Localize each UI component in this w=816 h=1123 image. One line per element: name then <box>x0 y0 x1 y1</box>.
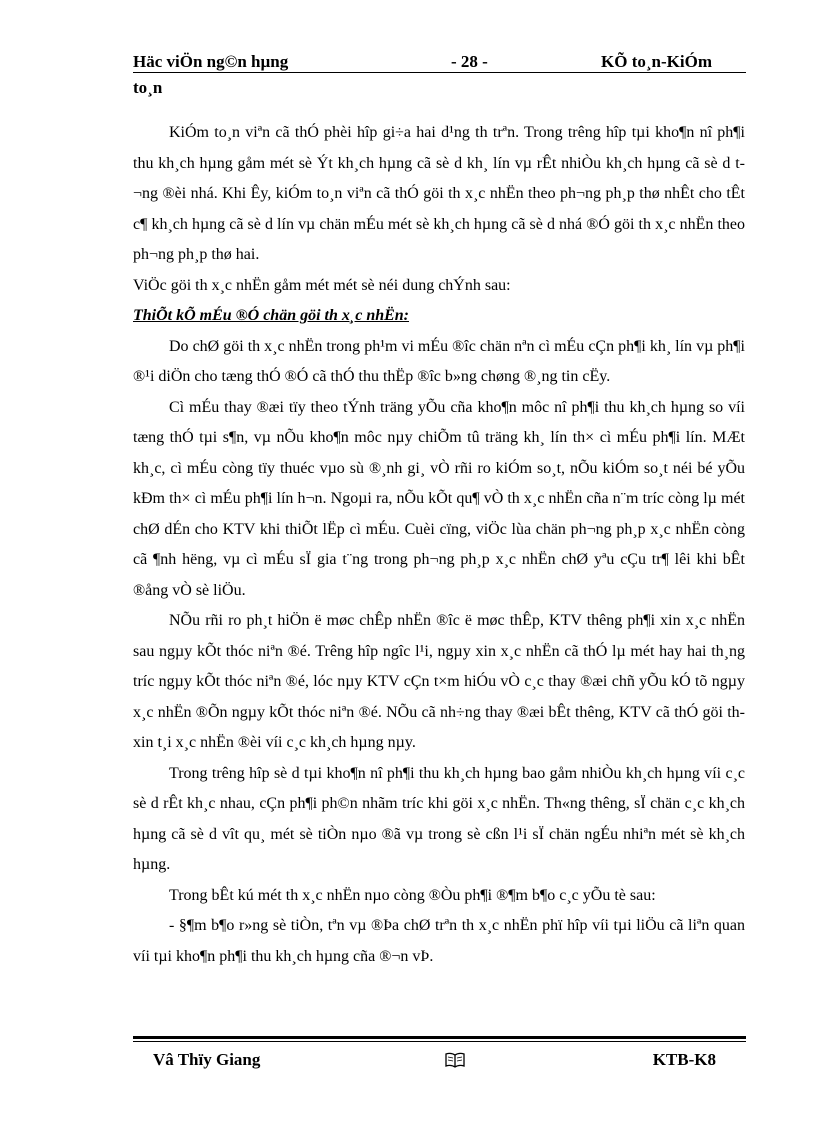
footer-rule-thin <box>133 1041 746 1042</box>
page-footer <box>133 1050 746 1074</box>
page-header <box>133 52 746 74</box>
document-body <box>133 118 745 972</box>
paragraph-5: NÕu rñi ro ph¸t hiÖn ë møc chÊp nhËn ®îc ë møc thÊp, KTV thêng ph¶i xin x¸c nhËn sau ngµy kÕt thóc niªn ®é. Trêng hîp ngîc l¹i, ngµy xin x¸c nhËn cã thÓ lµ mét hay hai th¸ng tríc ngµy kÕt thóc niªn ®é, lóc nµy KTV cÇn t×m hiÓu vÒ c¸c thay ®æi chñ yÕu kÓ tõ ngµy x¸c nhËn ®Õn ngµy kÕt thóc niªn ®é. NÕu cã nh÷ng thay ®æi bÊt thêng, KTV cã thÓ göi th xin t¸i x¸c nhËn ®èi víi c¸c kh¸ch hµng nµy. <box>133 612 745 751</box>
open-book-icon <box>445 1052 465 1073</box>
paragraph-6: Trong trêng hîp sè d tµi kho¶n nî ph¶i thu kh¸ch hµng bao gåm nhiÒu kh¸ch hµng víi c¸c sè d rÊt kh¸c nhau, cÇn ph¶i ph©n nhãm tríc khi göi x¸c nhËn. Th«ng thêng, sÏ chän c¸c kh¸ch hµng cã sè d vît qu¸ mét sè tiÒn nµo ®ã vµ trong sè cßn l¹i sÏ chän ngÉu nhiªn mét sè kh¸ch hµng. <box>133 764 745 873</box>
section-heading: ThiÕt kÕ mÉu ®Ó chän göi th x¸c nhËn: <box>133 307 410 324</box>
paragraph-7: Trong bÊt kú mét th x¸c nhËn nµo còng ®Òu ph¶i ®¶m b¶o c¸c yÕu tè sau: <box>169 886 656 904</box>
header-institution: Häc viÖn ng©n hµng <box>133 52 289 71</box>
paragraph-1: KiÓm to¸n viªn cã thÓ phèi hîp gi÷a hai d¹ng th trªn. Trong trêng hîp tµi kho¶n nî ph¶i thu kh¸ch hµng gåm mét sè Ýt kh¸ch hµng cã sè d kh¸ lín vµ rÊt nhiÒu kh¸ch hµng cã sè d t¬ng ®èi nhá. Khi Êy, kiÓm to¸n viªn cã thÓ göi th x¸c nhËn theo ph¬ng ph¸p thø nhÊt cho tÊt c¶ kh¸ch hµng cã sè d lín vµ chän mÉu mét sè kh¸ch hµng cã sè d nhá ®Ó göi th x¸c nhËn theo ph¬ng ph¸p thø hai. <box>133 124 745 263</box>
paragraph-3: Do chØ göi th x¸c nhËn trong ph¹m vi mÉu ®îc chän nªn cì mÉu cÇn ph¶i kh¸ lín vµ ph¶i ®¹i diÖn cho tæng thÓ ®Ó cã thÓ thu thËp ®îc b»ng chøng ®¸ng tin cËy. <box>133 337 745 385</box>
paragraph-2: ViÖc göi th x¸c nhËn gåm mét mét sè néi dung chÝnh sau: <box>133 276 511 294</box>
footer-author: Vâ Thïy Giang <box>153 1050 261 1069</box>
footer-class-code: KTB-K8 <box>652 1050 716 1069</box>
paragraph-4: Cì mÉu thay ®æi tïy theo tÝnh träng yÕu cña kho¶n môc nî ph¶i thu kh¸ch hµng so víi tæng thÓ tµi s¶n, vµ nÕu kho¶n môc nµy chiÕm tû träng kh¸ lín th× cì mÉu ph¶i lín. MÆt kh¸c, cì mÉu còng tïy thuéc vµo sù ®¸nh gi¸ vÒ rñi ro kiÓm so¸t, nÕu kiÓm so¸t néi bé yÕu kÐm th× cì mÉu ph¶i lín h¬n. Ngoµi ra, nÕu kÕt qu¶ vÒ th x¸c nhËn cña n¨m tríc còng lµ mét chØ dÉn cho KTV khi thiÕt lËp cì mÉu. Cuèi cïng, viÖc lùa chän ph¬ng ph¸p x¸c nhËn còng cã ¶nh hëng, vµ cì mÉu sÏ gia t¨ng trong ph¬ng ph¸p x¸c nhËn chØ yªu cÇu tr¶ lêi khi bÊt ®ång vÒ sè liÖu. <box>133 398 745 599</box>
header-subject-continuation: to¸n <box>133 78 163 97</box>
paragraph-8: - §¶m b¶o r»ng sè tiÒn, tªn vµ ®Þa chØ trªn th x¸c nhËn phï hîp víi tµi liÖu cã liªn quan víi tµi kho¶n ph¶i thu kh¸ch hµng cña ®¬n vÞ. <box>133 917 745 965</box>
footer-rule-thick <box>133 1036 746 1039</box>
page-number: - 28 - <box>451 52 488 71</box>
header-subject: KÕ to¸n-KiÓm <box>601 52 712 71</box>
header-rule <box>133 72 746 73</box>
